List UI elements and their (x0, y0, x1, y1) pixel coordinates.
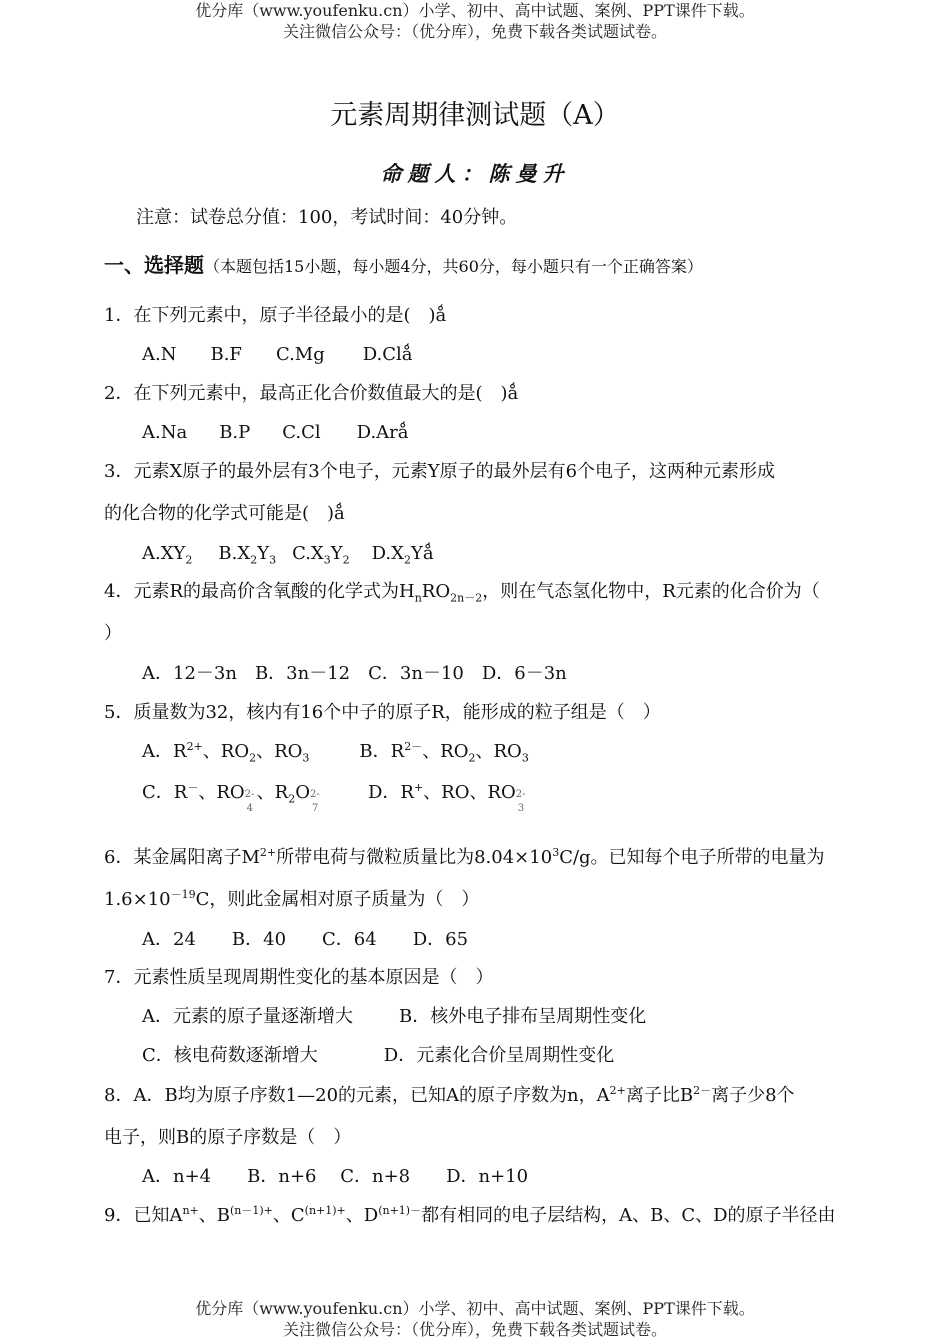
question-6-line-2 (104, 888, 479, 912)
q5-d-2: 、RO、RO (423, 782, 516, 803)
section-note: （本题包括15小题，每小题4分，共60分，每小题只有一个正确答案） (204, 257, 703, 276)
q5-option-c (142, 781, 322, 814)
q5-a-1: A．R (142, 741, 187, 762)
q3-d-text: D.X (371, 543, 404, 564)
page-title: 元素周期律测试题（A） (330, 100, 620, 131)
q6-text-5: C，则此金属相对原子质量为（ ） (195, 889, 480, 910)
q3-option-d (371, 543, 434, 567)
q5-option-a (142, 740, 310, 765)
q3-option-b (218, 543, 277, 567)
q2-option-d: D.Arǻ (356, 422, 409, 443)
q5-b-sub2: 3 (521, 751, 529, 765)
q5-a-2: 、RO (202, 741, 250, 762)
q9-sup-2: (n－1)+ (230, 1204, 273, 1217)
q1-option-a: A.N (142, 344, 177, 365)
q5-a-3: 、RO (256, 741, 303, 762)
q5-d-ion-charge: 2- (515, 789, 526, 800)
q3-d-mid: Yǻ (410, 543, 434, 564)
q9-sup-4: (n+1)－ (378, 1204, 422, 1217)
section-title: 一、选择题 (104, 253, 204, 277)
q3-a-sub: 2 (185, 553, 193, 567)
banner-line-2: 关注微信公众号：（优分库），免费下载各类试题试卷。 (282, 22, 667, 41)
q5-b-2: 、RO (422, 741, 469, 762)
author-line: 命题人：陈曼升 (380, 161, 570, 186)
q3-c-sub1: 3 (323, 553, 331, 567)
q3-option-a (142, 543, 193, 567)
q1-option-c: C.Mg (275, 344, 325, 365)
question-3-line-1: 3．元素X原子的最外层有3个电子，元素Y原子的最外层有6个电子，这两种元素形成 (104, 461, 776, 482)
q8-sup-2: 2－ (693, 1084, 712, 1097)
question-7-options-ab (142, 1005, 646, 1029)
q8-sup-1: 2+ (609, 1084, 626, 1097)
q5-option-d (367, 781, 528, 814)
q5-d-sup: + (413, 781, 424, 794)
q3-option-c (292, 543, 350, 567)
footer-line-2: 关注微信公众号：（优分库），免费下载各类试题试卷。 (282, 1320, 667, 1339)
q5-c-ion-1-charge: 2- (244, 789, 255, 800)
q5-c-3: 、R (256, 782, 289, 803)
q4-text-2: RO (421, 581, 451, 602)
footer-line-1: 优分库（www.youfenku.cn）小学、初中、高中试题、案例、PPT课件下载。 (195, 1299, 755, 1318)
q3-c-text: C.X (292, 543, 324, 564)
q6-sup-1: 2+ (259, 846, 277, 859)
q5-a-sup: 2+ (186, 740, 203, 753)
q2-option-c: C.Cl (282, 422, 321, 443)
q3-b-sub2: 3 (269, 553, 277, 567)
q2-option-b: B.P (219, 422, 251, 443)
q3-b-sub1: 2 (250, 553, 258, 567)
q9-text-1: 9．已知A (104, 1205, 183, 1226)
q5-c-ion-1 (244, 781, 257, 814)
question-3-line-2: 的化合物的化学式可能是( )ǻ (104, 503, 345, 524)
q5-a-sub2: 3 (302, 751, 310, 765)
q9-text-5: 都有相同的电子层结构，A、B、C、D的原子半径由 (421, 1205, 836, 1226)
question-7-options-cd (142, 1044, 614, 1068)
q7-option-b: B．核外电子排布呈周期性变化 (399, 1006, 647, 1027)
q5-c-sup: － (187, 781, 199, 794)
q5-b-sup: 2－ (404, 740, 423, 753)
q5-c-ion-2 (309, 781, 322, 814)
q3-c-mid: Y (330, 543, 343, 564)
footer-banner (0, 1298, 950, 1340)
q6-sup-3: －19 (170, 888, 196, 901)
q7-option-d: D．元素化合价呈周期性变化 (383, 1045, 615, 1066)
q4-text-3: ，则在气态氢化物中，R元素的化合价为（ (482, 581, 820, 602)
banner-line-1: 优分库（www.youfenku.cn）小学、初中、高中试题、案例、PPT课件下载。 (195, 1, 755, 20)
section-heading (104, 252, 703, 280)
q4-sub-2: 2n－2 (450, 591, 483, 605)
q3-c-sub2: 2 (342, 553, 350, 567)
q7-option-c: C．核电荷数逐渐增大 (142, 1045, 318, 1066)
question-2: 2．在下列元素中，最高正化合价数值最大的是( )ǻ (104, 383, 519, 404)
q5-c-4: O (295, 782, 310, 803)
q5-c-1: C．R (142, 782, 188, 803)
q3-b-text: B.X (218, 543, 251, 564)
question-7: 7．元素性质呈现周期性变化的基本原因是（ ） (104, 967, 494, 988)
q5-b-3: 、RO (475, 741, 522, 762)
q5-c-sub: 2 (288, 792, 296, 806)
q5-c-ion-2-charge: 2- (309, 789, 320, 800)
question-4-options: A．12－3n B．3n－12 C．3n－10 D．6－3n (142, 663, 567, 684)
question-5: 5．质量数为32，核内有16个中子的原子R，能形成的粒子组是（ ） (104, 702, 661, 723)
question-2-options (142, 421, 409, 445)
question-5-options-cd (142, 781, 528, 814)
q6-text-2: 所带电荷与微粒质量比为8.04×10 (276, 847, 553, 868)
q5-c-ion-2-sub: 7 (311, 803, 319, 814)
q8-text-2: 离子比B (625, 1085, 694, 1106)
question-3-options (142, 542, 434, 566)
question-8-line-2: 电子，则B的原子序数是（ ） (104, 1127, 352, 1148)
q5-a-sub1: 2 (249, 751, 257, 765)
question-5-options-ab (142, 740, 529, 764)
q2-option-a: A.Na (142, 422, 188, 443)
q6-text-3: C/g。已知每个电子所带的电量为 (559, 847, 825, 868)
q9-text-3: 、C (272, 1205, 305, 1226)
q4-sub-1: n (414, 591, 422, 605)
q6-text-1: 6．某金属阳离子M (104, 847, 260, 868)
question-8-options: A．n+4 B．n+6 C．n+8 D．n+10 (142, 1166, 529, 1187)
question-6-options: A．24 B．40 C．64 D．65 (142, 929, 469, 950)
q5-d-1: D．R (367, 782, 414, 803)
q9-sup-1: n+ (182, 1204, 199, 1217)
q5-b-sub1: 2 (468, 751, 476, 765)
q5-d-ion (515, 781, 528, 814)
q3-a-text: A.XY (142, 543, 186, 564)
q4-text-1: 4．元素R的最高价含氧酸的化学式为H (104, 581, 415, 602)
question-1-options (142, 343, 413, 367)
q8-text-3: 离子少8个 (711, 1085, 795, 1106)
q3-b-mid: Y (257, 543, 270, 564)
q3-d-sub1: 2 (403, 553, 411, 567)
q1-option-d: D.Clǻ (362, 344, 413, 365)
question-9-line-1 (104, 1204, 836, 1228)
question-4-line-2: ） (104, 623, 122, 644)
question-8-line-1 (104, 1084, 795, 1108)
q5-b-1: B．R (359, 741, 405, 762)
q5-c-2: 、RO (198, 782, 245, 803)
header-banner (0, 0, 950, 42)
q5-option-b (359, 740, 529, 765)
q6-text-4: 1.6×10 (104, 889, 171, 910)
q5-d-ion-sub: 3 (517, 803, 525, 814)
q6-sup-2: 3 (552, 846, 560, 859)
q9-text-2: 、B (198, 1205, 230, 1226)
question-4-line-1 (104, 580, 820, 604)
q1-option-b: B.F (210, 344, 242, 365)
q9-text-4: 、D (345, 1205, 379, 1226)
question-6-line-1 (104, 846, 825, 870)
q8-text-1: 8．A．B均为原子序数1—20的元素，已知A的原子序数为n，A (104, 1085, 610, 1106)
q9-sup-3: (n+1)+ (304, 1204, 346, 1217)
q5-c-ion-1-sub: 4 (246, 803, 254, 814)
q7-option-a: A．元素的原子量逐渐增大 (142, 1006, 353, 1027)
question-1: 1．在下列元素中，原子半径最小的是( )ǻ (104, 305, 447, 326)
exam-notice: 注意：试卷总分值：100，考试时间：40分钟。 (136, 207, 518, 228)
